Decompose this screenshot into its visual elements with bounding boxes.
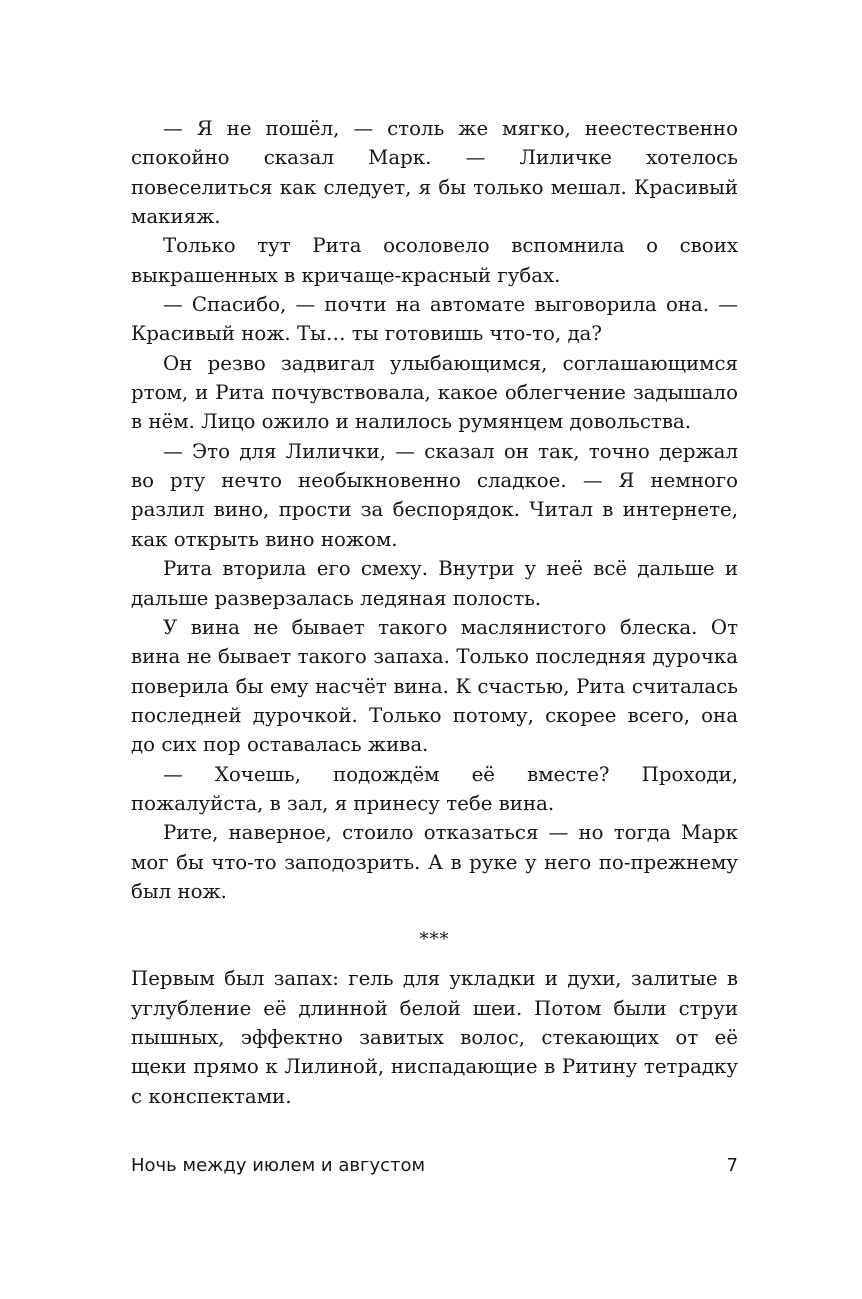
paragraph: — Это для Лилички, — сказал он так, точно держал во рту нечто необыкновенно сладкое. — Я немного разлил вино, прости за беспорядок. Читал в интернете, как открыть вино ножом.	[131, 439, 738, 551]
paragraph: — Спасибо, — почти на автомате выговорила она. — Красивый нож. Ты… ты готовишь что-то, да?	[131, 293, 738, 346]
paragraph: — Я не пошёл, — столь же мягко, неестественно спокойно сказал Марк. — Лиличке хотелось повеселиться как следует, я бы только мешал. Красивый макияж.	[131, 117, 738, 229]
section-break: ***	[419, 929, 450, 951]
paragraph: Рита вторила его смеху. Внутри у неё всё дальше и дальше разверзалась ледяная полость.	[131, 557, 738, 610]
paragraph: Он резво задвигал улыбающимся, соглашающимся ртом, и Рита почувствовала, какое облегчение задышало в нём. Лицо ожило и налилось румянцем довольства.	[131, 351, 738, 434]
paragraph: — Хочешь, подождём её вместе? Проходи, пожалуйста, в зал, я принесу тебе вина.	[131, 762, 738, 815]
running-footer-title: Ночь между июлем и августом	[131, 1155, 426, 1176]
body-text	[131, 114, 738, 1111]
paragraph: Рите, наверное, стоило отказаться — но тогда Марк мог бы что-то заподозрить. А в руке у него по-прежнему был нож.	[131, 821, 738, 903]
paragraph: Только тут Рита осоловело вспомнила о своих выкрашенных в кричаще-красный губах.	[131, 234, 738, 287]
paragraph: У вина не бывает такого маслянистого блеска. От вина не бывает такого запаха. Только последняя дурочка поверила бы ему насчёт вина. К счастью, Рита считалась последней дурочкой. Только потому, скорее всего, она до сих пор оставалась жива.	[131, 615, 738, 757]
page-footer	[131, 1153, 738, 1179]
page-number: 7	[726, 1155, 738, 1176]
paragraph-new-section: Первым был запах: гель для укладки и духи, залитые в углубление её длинной белой шеи. Потом были струи пышных, эффектно завитых волос, стекающих от её щеки прямо к Лилиной, ниспадающие в Ритину тетрадку с конспектами.	[131, 967, 738, 1108]
